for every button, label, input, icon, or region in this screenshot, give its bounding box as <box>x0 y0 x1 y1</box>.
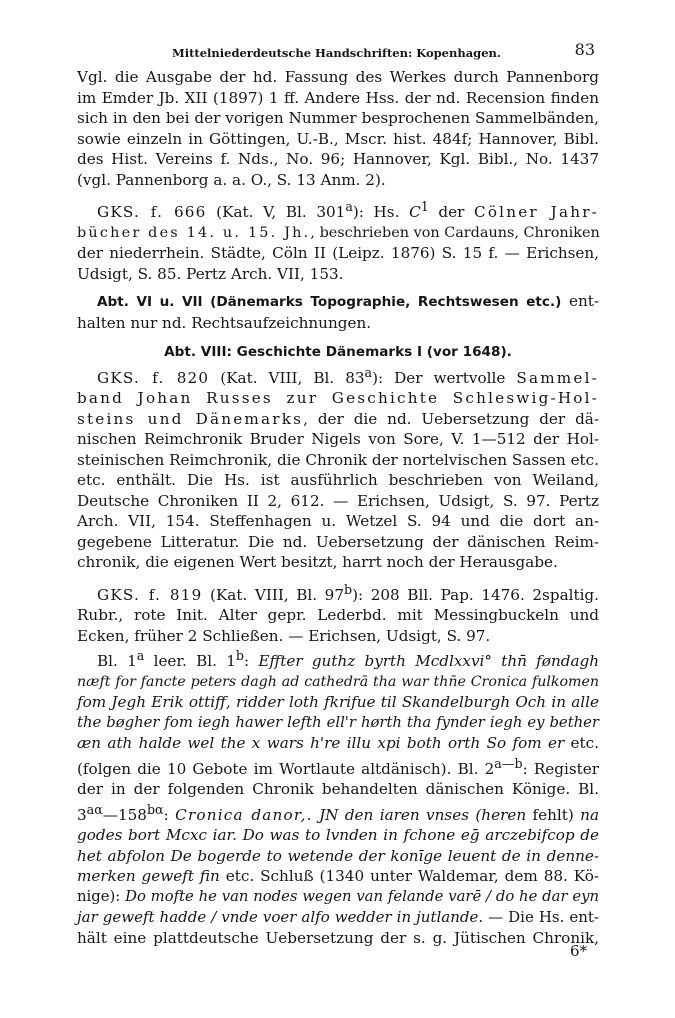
superscript: 1 <box>420 199 429 214</box>
siglum: C <box>409 203 421 222</box>
text-run: (Kat. VIII, Bl. 83 <box>209 368 365 387</box>
quotation: na <box>580 805 600 824</box>
text-line <box>77 733 599 754</box>
superscript: bα <box>146 801 164 817</box>
text-line: (vgl. Pannenborg a. a. O., S. 13 Anm. 2). <box>77 170 386 189</box>
text-run: (Kat. V, Bl. 301 <box>206 203 346 222</box>
text-line: Ecken, früher 2 Schließen. — Erichsen, Udsigt, S. 97. <box>77 626 491 645</box>
superscript: a—b <box>494 755 523 771</box>
superscript: a <box>364 364 373 380</box>
quotation: JN den iaren vnses <box>312 805 469 824</box>
text-line: Vgl. die Ausgabe der hd. Fassung des Werkes durch Pannenborg <box>77 68 599 86</box>
paragraph-gks-666 <box>77 197 599 284</box>
superscript: b <box>235 648 244 664</box>
text-run: : Register <box>522 759 599 778</box>
text-run: , der die nd. Uebersetzung der dä- <box>303 409 599 428</box>
text-line <box>77 866 599 887</box>
text-line <box>77 646 599 672</box>
text-line: nischen Reimchronik Bruder Nigels von Sore, V. 1—512 der Hol- <box>77 430 599 449</box>
text-run: (Kat. VIII, Bl. 97 <box>202 585 344 604</box>
text-line: der in der folgenden Chronik behandelten dänischen Könige. Bl. <box>77 780 599 799</box>
text-run: ): Der wertvolle <box>372 368 517 387</box>
text-line: fom Jegh Erik ottiff, ridder loth fkrifue til Skandelburgh Och in alle <box>77 693 599 712</box>
text-line: gegebene Litteratur. Die nd. Uebersetzung der dänischen Reim- <box>77 532 599 551</box>
text-line <box>77 754 599 780</box>
text-run: der <box>428 203 474 222</box>
text-line <box>77 363 599 389</box>
text-run: — Die Hs. ent- <box>483 908 599 927</box>
quotation: Effter guthz byrth Mcdlxxvi° thn̄ føndagh <box>258 652 600 671</box>
text-run: 3 <box>77 805 87 824</box>
quotation: Cronica danor,. <box>175 805 313 824</box>
text-run: ): 208 Bll. Pap. 1476. 2spaltig. <box>352 585 599 604</box>
paragraph-bl <box>77 646 599 948</box>
page-number: 83 <box>574 40 595 59</box>
text-line: het abfolon De bogerde to wetende der konīge leuent de in denne- <box>77 846 599 865</box>
text-line: sich in den bei der vorigen Nummer besprochenen Sammelbänden, <box>77 109 599 127</box>
text-run: , beschrieben von Cardauns, Chroniken <box>310 224 600 241</box>
text-line: the bøgher fom iegh hawer lefth ell'r hørth tha fynder iegh ey bether <box>77 713 599 731</box>
spaced-title: Sammel- <box>516 368 599 387</box>
text-line: Deutsche Chroniken II 2, 612. — Erichsen, Udsigt, S. 97. Pertz <box>77 491 599 510</box>
text-run: etc. <box>564 734 599 753</box>
text-line: steinischen Reimchronik, die Chronik der nortelvischen Sassen etc. <box>77 450 599 469</box>
text-line <box>77 291 599 313</box>
text-line <box>77 197 599 223</box>
shelfmark: GKS. f. 819 <box>97 585 203 604</box>
text-line: chronik, die eigenen Wert besitzt, harrt noch der Herausgabe. <box>77 553 558 572</box>
text-run: : <box>243 652 259 671</box>
shelfmark: GKS. f. 820 <box>97 368 210 387</box>
text-line: Udsigt, S. 85. Pertz Arch. VII, 153. <box>77 264 344 283</box>
text-run: etc. Schluß (1340 unter Waldemar, dem 88. Kö- <box>219 867 599 886</box>
text-line <box>77 800 599 826</box>
page-header <box>77 40 599 60</box>
text-run: leer. Bl. 1 <box>144 652 236 671</box>
quotation: (heren <box>468 805 527 824</box>
text-run: ent- <box>561 292 599 311</box>
text-line <box>77 887 599 908</box>
text-run: —158 <box>102 805 147 824</box>
superscript: b <box>344 581 353 597</box>
shelfmark: GKS. f. 666 <box>97 203 207 222</box>
superscript: a <box>345 199 353 214</box>
section-heading: Abt. VI u. VII (Dänemarks Topographie, Rechtswesen etc.) <box>97 294 562 311</box>
paragraph-vgl <box>77 67 599 190</box>
quotation: æn ath halde wel the x wars h're illu xpi both orth So fom er <box>77 734 565 753</box>
text-line: halten nur nd. Rechtsaufzeichnungen. <box>77 313 372 332</box>
superscript: a <box>136 648 145 664</box>
text-line <box>77 223 599 244</box>
text-line <box>77 409 599 430</box>
text-line: hält eine plattdeutsche Uebersetzung der s. g. Jütischen Chronik, <box>77 928 599 947</box>
signature-mark: 6* <box>569 942 587 960</box>
text-run: ): Hs. <box>352 203 410 222</box>
text-line: sowie einzeln in Göttingen, U.-B., Mscr. hist. 484f; Hannover, Bibl. <box>77 129 599 148</box>
paragraph-abt-vi-vii <box>77 291 599 333</box>
text-line: etc. enthält. Die Hs. ist ausführlich beschrieben von Weiland, <box>77 471 599 490</box>
text-line: godes bort Mcxc iar. Do was to lvnden in fchone eḡ arczebifcop de <box>77 826 599 845</box>
text-line: Arch. VII, 154. Steffenhagen u. Wetzel S. 94 und die dort an- <box>77 512 599 531</box>
text-run: (folgen die 10 Gebote im Wortlaute altdänisch). Bl. 2 <box>77 759 495 778</box>
spaced-title: steins und Dänemarks <box>77 409 304 428</box>
text-line: im Emder Jb. XII (1897) 1 ff. Andere Hss. der nd. Recension finden <box>77 88 599 107</box>
running-title: Mittelniederdeutsche Handschriften: Kopenhagen. <box>172 46 501 60</box>
quotation: merken geweft fin <box>77 867 220 886</box>
section-heading-viii: Abt. VIII: Geschichte Dänemarks I (vor 1648). <box>164 344 512 361</box>
page <box>77 40 599 948</box>
spaced-title: bücher des 14. u. 15. Jh. <box>77 224 311 241</box>
text-run: Bl. 1 <box>97 652 137 671</box>
text-run: nige): <box>77 887 126 905</box>
text-run: : <box>163 805 176 824</box>
text-line: næft for fancte peters dagh ad cathedrā tha war thn̄e Cronica fulkomen <box>77 673 599 690</box>
text-line: band Johan Russes zur Geschichte Schleswig-Hol- <box>77 389 599 408</box>
text-line: des Hist. Vereins f. Nds., No. 96; Hannover, Kgl. Bibl., No. 1437 <box>77 150 599 168</box>
quotation: jar geweft hadde / vnde voer alfo wedder in jutlande. <box>77 908 484 927</box>
paragraph-gks-820 <box>77 363 599 573</box>
text-line <box>77 580 599 606</box>
superscript: aα <box>86 801 103 817</box>
quotation: Do mofte he van nodes wegen van felande varē / do he dar eyn <box>125 887 599 905</box>
text-run: fehlt) <box>526 805 581 824</box>
spaced-title: Cölner Jahr- <box>474 203 600 222</box>
text-line: Rubr., rote Init. Alter gepr. Lederbd. mit Messingbuckeln und <box>77 606 599 625</box>
text-line: der niederrhein. Städte, Cöln II (Leipz. 1876) S. 15 f. — Erichsen, <box>77 244 599 263</box>
paragraph-gks-819 <box>77 580 599 647</box>
text-line <box>77 907 599 928</box>
